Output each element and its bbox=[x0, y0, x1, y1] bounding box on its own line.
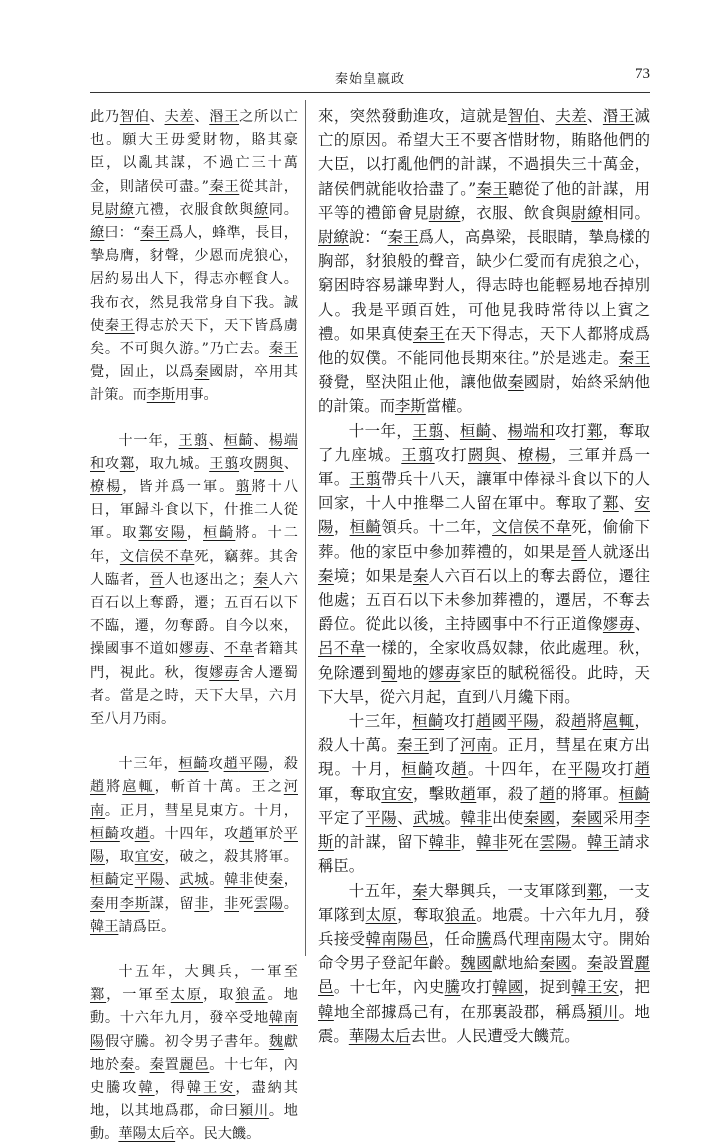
proper-noun: 智伯 bbox=[507, 107, 540, 125]
proper-noun: 王翦 bbox=[209, 455, 240, 472]
proper-noun: 鄴 bbox=[602, 494, 619, 513]
text-run: ， bbox=[333, 518, 350, 537]
proper-noun: 秦王 bbox=[140, 225, 170, 242]
text-run: 人六百石以上奪爵，遷；五百石以下不臨，遷，勿奪爵。自今以來，操國事不道如 bbox=[90, 571, 298, 658]
proper-noun: 平陽 bbox=[238, 756, 269, 773]
translation-paragraph bbox=[318, 879, 650, 1048]
text-run: 獻地給 bbox=[492, 954, 540, 973]
proper-noun: 韓王 bbox=[90, 918, 119, 935]
proper-noun: 平陽 bbox=[134, 872, 165, 889]
translation-paragraph bbox=[318, 104, 650, 419]
proper-noun: 韓 bbox=[365, 929, 382, 948]
text-run: 者籍其門，視此。秋，復 bbox=[90, 641, 298, 681]
proper-noun: 尉繚 bbox=[318, 228, 349, 247]
proper-noun: 秦王 bbox=[387, 228, 419, 247]
proper-noun: 尉繚 bbox=[428, 203, 461, 222]
proper-noun: 太原 bbox=[365, 905, 398, 924]
page-header bbox=[90, 66, 650, 90]
text-run: 平定了 bbox=[318, 808, 366, 827]
text-run: 境；如果是 bbox=[333, 566, 413, 585]
proper-noun: 騰 bbox=[444, 978, 461, 997]
proper-noun: 趙 bbox=[475, 712, 492, 731]
text-run: ， bbox=[186, 525, 204, 542]
proper-noun: 湣王 bbox=[209, 109, 240, 125]
text-run: 同。 bbox=[268, 201, 298, 218]
text-run: 領兵。十二年， bbox=[381, 518, 493, 537]
classical-paragraph bbox=[90, 430, 298, 732]
proper-noun: 桓齮 bbox=[459, 421, 492, 440]
text-run: ，皆并爲一軍。 bbox=[122, 479, 236, 496]
proper-noun: 鄴 bbox=[90, 987, 107, 1004]
proper-noun: 桓齮 bbox=[401, 760, 435, 779]
text-run: ，殺 bbox=[539, 712, 572, 731]
text-run: 從其計，見 bbox=[90, 178, 298, 218]
text-run: 、 bbox=[283, 455, 298, 472]
proper-noun: 平陽 bbox=[365, 808, 398, 827]
proper-noun: 華陽太后 bbox=[348, 1026, 411, 1045]
proper-noun: 王翦 bbox=[401, 445, 435, 464]
text-run: 死，偷偷下葬。他的家臣中參加葬禮的，如果是 bbox=[318, 518, 650, 561]
proper-noun: 非 bbox=[224, 895, 240, 912]
proper-noun: 秦 bbox=[268, 872, 284, 889]
text-run: 攻 bbox=[119, 825, 135, 842]
proper-noun: 嫪毐 bbox=[428, 663, 461, 682]
text-run: 死在 bbox=[507, 833, 540, 852]
proper-noun: 桓齮 bbox=[203, 525, 236, 542]
text-run: 到了 bbox=[428, 736, 461, 755]
proper-noun: 翦 bbox=[235, 479, 252, 496]
text-run: 假守騰。初令男子書年。 bbox=[104, 1033, 269, 1050]
text-run: ，取 bbox=[203, 987, 236, 1004]
text-run: ，奪取了九座城。 bbox=[318, 421, 650, 464]
proper-noun: 秦王 bbox=[208, 178, 240, 195]
proper-noun: 扈輒 bbox=[602, 712, 635, 731]
proper-noun: 趙 bbox=[460, 784, 477, 803]
text-run: 獻地於 bbox=[90, 1033, 298, 1073]
proper-noun: 王翦 bbox=[349, 470, 382, 489]
text-run: 發覺，堅決阻止他，讓他做 bbox=[318, 373, 508, 392]
proper-noun: 宜安 bbox=[381, 784, 413, 803]
proper-noun: 嫪毐 bbox=[602, 615, 635, 634]
text-run: 采用 bbox=[602, 808, 635, 827]
proper-noun: 河南 bbox=[460, 736, 493, 755]
proper-noun: 華陽太后 bbox=[118, 1126, 176, 1143]
proper-noun: 狼孟 bbox=[235, 987, 268, 1004]
text-run: 此乃 bbox=[90, 109, 120, 125]
classical-paragraph bbox=[90, 961, 298, 1147]
text-run: 、 bbox=[208, 432, 224, 449]
text-run: 十一年， bbox=[348, 421, 413, 440]
text-run: 、 bbox=[444, 421, 460, 440]
proper-noun: 智伯 bbox=[119, 109, 150, 125]
proper-noun: 秦國 bbox=[571, 808, 603, 827]
translation-column bbox=[318, 104, 650, 1045]
text-run: 。十七年，內史 bbox=[333, 978, 445, 997]
text-run: 覺，固止，以爲 bbox=[90, 364, 195, 381]
text-run: ，擊敗 bbox=[412, 784, 461, 803]
proper-noun: 秦 bbox=[587, 954, 603, 973]
proper-noun: 秦王 bbox=[618, 349, 650, 368]
proper-noun: 湣王 bbox=[602, 107, 635, 125]
proper-noun: 秦王 bbox=[268, 341, 298, 358]
proper-noun: 南陽邑 bbox=[381, 929, 429, 948]
proper-noun: 趙 bbox=[90, 779, 107, 796]
proper-noun: 閼與 bbox=[467, 445, 502, 464]
text-run: 國尉，始終采納他的計策。而 bbox=[318, 373, 650, 416]
proper-noun: 桓齮 bbox=[90, 872, 120, 889]
text-run: ，得 bbox=[154, 1079, 187, 1096]
proper-noun: 韓王安 bbox=[571, 978, 619, 997]
proper-noun: 狼孟 bbox=[444, 905, 477, 924]
text-run: 設置 bbox=[602, 954, 635, 973]
classical-paragraph bbox=[90, 753, 298, 939]
text-run: 。地動。 bbox=[90, 1103, 298, 1143]
text-run: ， bbox=[283, 872, 298, 889]
text-run: 謀，留 bbox=[149, 895, 195, 912]
proper-noun: 王翦 bbox=[412, 421, 445, 440]
text-run: 、 bbox=[397, 808, 413, 827]
proper-noun: 河南 bbox=[90, 779, 298, 819]
text-run: 。正月，彗星在東方出現。十月， bbox=[318, 736, 650, 779]
text-run: 大舉興兵，一支軍隊到 bbox=[428, 881, 587, 900]
text-run: 。 bbox=[571, 954, 588, 973]
text-run: ，破之，殺其將軍。 bbox=[164, 849, 298, 866]
proper-noun: 桓齮 bbox=[349, 518, 382, 537]
proper-noun: 武城 bbox=[179, 872, 210, 889]
text-run: 。 bbox=[134, 1056, 150, 1073]
proper-noun: 雲陽 bbox=[539, 833, 572, 852]
text-run: 。 bbox=[209, 872, 225, 889]
proper-noun: 太原 bbox=[170, 987, 204, 1004]
proper-noun: 安陽 bbox=[318, 494, 650, 537]
text-run: ，捉到 bbox=[523, 978, 572, 997]
text-run: 、 bbox=[491, 421, 508, 440]
proper-noun: 桓齮 bbox=[178, 756, 209, 773]
text-run: 的計謀，留下 bbox=[333, 833, 429, 852]
proper-noun: 騰 bbox=[476, 929, 493, 948]
text-run: 。 bbox=[571, 833, 588, 852]
proper-noun: 扈輒 bbox=[122, 779, 155, 796]
proper-noun: 橑楊 bbox=[90, 479, 123, 496]
text-run: 亢禮，衣服食飲與 bbox=[134, 201, 254, 218]
text-run: ， bbox=[555, 808, 572, 827]
proper-noun: 李斯 bbox=[318, 808, 650, 852]
text-run: 。十四年，在 bbox=[467, 760, 568, 779]
text-run: 死 bbox=[239, 895, 254, 912]
text-run: ，一支軍隊到 bbox=[318, 881, 650, 924]
proper-noun: 秦國 bbox=[523, 808, 556, 827]
text-run: 、 bbox=[209, 641, 225, 658]
proper-noun: 秦王 bbox=[397, 736, 429, 755]
text-run: 去世。人民遭受大饑荒。 bbox=[410, 1026, 580, 1045]
proper-noun: 呂不韋 bbox=[318, 639, 366, 658]
proper-noun: 韓非 bbox=[428, 833, 461, 852]
text-run: 出使 bbox=[492, 808, 524, 827]
text-run: 說：“ bbox=[348, 228, 388, 247]
text-run: 一樣的，全家收爲奴隸，依此處理。秋，免除遷到 bbox=[318, 639, 650, 682]
text-run: 將 bbox=[106, 779, 123, 796]
text-run: 、 bbox=[618, 494, 635, 513]
column-divider bbox=[305, 100, 306, 956]
proper-noun: 秦 bbox=[318, 566, 334, 585]
text-run: 使 bbox=[253, 872, 269, 889]
proper-noun: 桓齮 bbox=[412, 712, 445, 731]
text-run: 攻 bbox=[104, 455, 120, 472]
proper-noun: 秦 bbox=[253, 571, 269, 588]
text-run: 攻打 bbox=[460, 978, 493, 997]
proper-noun: 夫差 bbox=[164, 109, 195, 125]
text-run: ，取九城。 bbox=[134, 455, 210, 472]
text-run: 軍，殺了 bbox=[476, 784, 540, 803]
text-run: 得志於天下，天下皆爲虜矣。不可與久游。”乃亡去。 bbox=[90, 317, 298, 358]
proper-noun: 趙 bbox=[451, 760, 468, 779]
proper-noun: 宜安 bbox=[134, 849, 165, 866]
text-run: 滅亡的原因。希望大王不要吝惜財物，賄賂他們的大臣，以打亂他們的計謀，不過損失三十萬金，諸侯們就能收拾盡了。” bbox=[318, 107, 650, 198]
text-run: 卒。民大饑。 bbox=[175, 1126, 261, 1143]
text-run: 家臣的賦税徭役。此時，天下大旱，從六月起，直到八月纔下雨。 bbox=[318, 663, 650, 706]
proper-noun: 趙 bbox=[239, 825, 254, 842]
proper-noun: 秦 bbox=[119, 1056, 135, 1073]
proper-noun: 橑楊 bbox=[517, 445, 552, 464]
text-run: 地的 bbox=[397, 663, 429, 682]
proper-noun: 鄴 bbox=[586, 421, 603, 440]
text-run: 、 bbox=[164, 872, 180, 889]
proper-noun: 晉 bbox=[149, 571, 165, 588]
proper-noun: 韓 bbox=[224, 872, 240, 889]
text-run: 曰：“ bbox=[104, 225, 141, 242]
proper-noun: 秦 bbox=[412, 566, 429, 585]
text-run: 用 bbox=[104, 895, 120, 912]
translation-paragraph bbox=[318, 709, 650, 878]
text-run: 十三年， bbox=[118, 756, 179, 773]
text-run: ，把 bbox=[618, 978, 650, 997]
proper-noun: 李斯 bbox=[119, 895, 150, 912]
proper-noun: 南陽 bbox=[90, 1010, 298, 1050]
text-run: 用事。 bbox=[175, 387, 218, 404]
text-run: 請爲臣。 bbox=[118, 918, 176, 935]
proper-noun: 平陽 bbox=[567, 760, 602, 779]
proper-noun: 不韋 bbox=[224, 641, 254, 658]
text-run: 人也逐出之； bbox=[164, 571, 254, 588]
text-run: 在天下得志，天下人都將成爲他的奴僕。不能同他長期來往。”於是逃走。 bbox=[318, 324, 650, 368]
text-run: 地全部據爲己有，在那裏設郡，稱爲 bbox=[333, 1002, 588, 1021]
proper-noun: 韓王安 bbox=[186, 1079, 236, 1096]
text-run: 軍，奪取 bbox=[318, 784, 382, 803]
proper-noun: 秦國 bbox=[539, 954, 572, 973]
text-run: 。正月，彗星見東方。十月， bbox=[104, 802, 298, 819]
text-run: 攻 bbox=[208, 756, 224, 773]
text-run: 爲人，蜂準，長目，摯鳥膺，豺聲，少恩而虎狼心，居約易出人下，得志亦輕食人。我布衣，然見我常身自下我。誠使 bbox=[90, 225, 298, 334]
proper-noun: 楊端和 bbox=[90, 432, 298, 472]
proper-noun: 鄴 bbox=[138, 525, 155, 542]
proper-noun: 秦 bbox=[90, 895, 105, 912]
text-run: 舍人遷蜀者。當是之時，天下大旱，六月至八月乃雨。 bbox=[90, 664, 298, 728]
proper-noun: 南陽 bbox=[539, 929, 572, 948]
text-run: 。地動。十六年九月，發卒受地 bbox=[90, 987, 298, 1027]
proper-noun: 尉繚 bbox=[104, 201, 135, 218]
proper-noun: 魏 bbox=[268, 1033, 284, 1050]
text-run: 。十七年，內史騰攻 bbox=[90, 1056, 298, 1096]
text-run: ， bbox=[209, 895, 225, 912]
text-run: 攻打 bbox=[444, 712, 476, 731]
proper-noun: 麗邑 bbox=[318, 954, 650, 997]
text-run: 十五年， bbox=[348, 881, 413, 900]
text-run: 人就逐出 bbox=[587, 542, 650, 561]
proper-noun: 不韋 bbox=[539, 518, 572, 537]
proper-noun: 雲陽 bbox=[253, 895, 284, 912]
translation-paragraph bbox=[318, 419, 650, 709]
text-run: 軍於 bbox=[253, 825, 284, 842]
text-run: 人六百石以上的奪去爵位，遷往他處；五百石以下未參加葬禮的，遷居，不奪去爵位。從此以後，主持國事中不行正道像 bbox=[318, 566, 650, 634]
proper-noun: 桓齮 bbox=[90, 825, 120, 842]
proper-noun: 嫪毐 bbox=[179, 641, 210, 658]
text-run: 將。十二年， bbox=[90, 525, 298, 565]
proper-noun: 非 bbox=[194, 895, 210, 912]
proper-noun: 秦王 bbox=[476, 179, 509, 198]
proper-noun: 夫差 bbox=[555, 107, 588, 125]
text-run: 將十八日，軍歸斗食以下，什推二人從軍。取 bbox=[90, 479, 298, 542]
proper-noun: 鄴 bbox=[119, 455, 135, 472]
proper-noun: 趙 bbox=[223, 756, 239, 773]
proper-noun: 秦 bbox=[412, 881, 429, 900]
proper-noun: 平陽 bbox=[90, 825, 298, 866]
proper-noun: 秦 bbox=[149, 1056, 165, 1073]
text-run: ， bbox=[460, 833, 477, 852]
proper-noun: 閼與 bbox=[253, 455, 284, 472]
text-run: 。十四年，攻 bbox=[149, 825, 240, 842]
proper-noun: 韓非 bbox=[460, 808, 493, 827]
text-run: 。地震。 bbox=[318, 1002, 650, 1045]
proper-noun: 安陽 bbox=[154, 525, 187, 542]
proper-noun: 韓 bbox=[268, 1010, 284, 1027]
text-run: ，殺人十萬。 bbox=[318, 712, 650, 755]
text-run: 的將軍。 bbox=[555, 784, 619, 803]
proper-noun: 不韋 bbox=[164, 548, 195, 565]
text-run: 。地震。十六年九月，發兵接受 bbox=[318, 905, 650, 948]
proper-noun: 非 bbox=[239, 872, 254, 889]
text-run: 將 bbox=[586, 712, 603, 731]
proper-noun: 文信侯 bbox=[492, 518, 540, 537]
text-run: ，任命 bbox=[428, 929, 477, 948]
proper-noun: 秦王 bbox=[104, 317, 135, 334]
text-run: 、 bbox=[539, 107, 556, 125]
proper-noun: 秦 bbox=[507, 373, 524, 392]
text-run: 攻打 bbox=[434, 445, 468, 464]
text-run: 攻 bbox=[239, 455, 254, 472]
text-run: 攻 bbox=[434, 760, 452, 779]
proper-noun: 桓齮 bbox=[223, 432, 254, 449]
proper-noun: 韓王 bbox=[587, 833, 619, 852]
text-run: 十一年， bbox=[118, 432, 179, 449]
text-run: 、 bbox=[634, 615, 650, 634]
classical-paragraph bbox=[90, 106, 298, 408]
proper-noun: 文信侯 bbox=[119, 548, 165, 565]
proper-noun: 晉 bbox=[571, 542, 588, 561]
proper-noun: 趙 bbox=[539, 784, 556, 803]
running-title: 秦始皇嬴政 bbox=[334, 72, 405, 87]
text-run: 、 bbox=[194, 109, 210, 125]
proper-noun: 王翦 bbox=[178, 432, 209, 449]
text-run: 。 bbox=[283, 895, 298, 912]
text-run: 。 bbox=[444, 808, 461, 827]
proper-noun: 韓 bbox=[318, 1002, 334, 1021]
proper-noun: 鄴 bbox=[586, 881, 603, 900]
text-run: ，三軍并爲一軍。 bbox=[318, 445, 650, 489]
text-run: ，斬首十萬。王之 bbox=[154, 779, 284, 796]
text-run: 相同。 bbox=[602, 203, 650, 222]
text-run: 置 bbox=[164, 1056, 180, 1073]
proper-noun: 韓國 bbox=[492, 978, 524, 997]
proper-noun: 秦 bbox=[194, 364, 210, 381]
proper-noun: 李斯 bbox=[394, 397, 426, 416]
text-run: 爲人，高鼻梁，長眼睛，摯鳥樣的胸部，豺狼般的聲音，缺少仁愛而有虎狼之心，窮困時容易謙卑對人，得志時也能輕易地吞掉別人。我是平頭百姓，可他見我時常待以上賓之禮。如果真使 bbox=[318, 228, 650, 343]
proper-noun: 蜀 bbox=[381, 663, 398, 682]
proper-noun: 趙 bbox=[134, 825, 150, 842]
proper-noun: 嫪毐 bbox=[209, 664, 240, 681]
proper-noun: 繚 bbox=[253, 201, 269, 218]
text-run: ，取 bbox=[104, 849, 135, 866]
text-run: ，衣服、飲食與 bbox=[460, 203, 572, 222]
text-run: 帶兵十八天，讓軍中俸禄斗食以下的人回家，十人中推舉二人留在軍中。奪取了 bbox=[318, 470, 650, 513]
text-run: 、 bbox=[149, 109, 165, 125]
text-run: 請求稱臣。 bbox=[318, 833, 650, 876]
text-run: 十三年， bbox=[348, 712, 413, 731]
header-rule bbox=[90, 92, 650, 93]
text-run: ，殺 bbox=[268, 756, 298, 773]
text-run: 、 bbox=[253, 432, 269, 449]
proper-noun: 魏國 bbox=[460, 954, 493, 973]
text-run: 十五年，大興兵，一軍至 bbox=[118, 963, 298, 980]
proper-noun: 桓齮 bbox=[618, 784, 650, 803]
text-run: 來，突然發動進攻，這就是 bbox=[318, 107, 508, 125]
proper-noun: 潁川 bbox=[587, 1002, 619, 1021]
proper-noun: 繚 bbox=[90, 225, 105, 242]
proper-noun: 尉繚 bbox=[571, 203, 603, 222]
text-run: 聽從了他的計謀，用平等的禮節會見 bbox=[318, 179, 650, 222]
text-run: 之所以亡也。願大王毋愛財物，賂其豪臣，以亂其謀，不過亡三十萬金，則諸侯可盡。” bbox=[90, 109, 298, 195]
text-run: ，奪取 bbox=[397, 905, 445, 924]
text-run: 、 bbox=[501, 445, 518, 464]
proper-noun: 潁川 bbox=[239, 1103, 269, 1120]
proper-noun: 趙 bbox=[571, 712, 587, 731]
proper-noun: 韓 bbox=[138, 1079, 155, 1096]
page-number: 73 bbox=[635, 66, 650, 82]
text-run: 攻打 bbox=[555, 421, 587, 440]
proper-noun: 李斯 bbox=[146, 387, 176, 404]
text-run: 攻打 bbox=[601, 760, 635, 779]
proper-noun: 楊端和 bbox=[507, 421, 556, 440]
text-run: ，一軍至 bbox=[106, 987, 171, 1004]
proper-noun: 平陽 bbox=[507, 712, 540, 731]
text-run: 、 bbox=[587, 107, 603, 125]
proper-noun: 趙 bbox=[634, 760, 650, 779]
proper-noun: 秦王 bbox=[412, 324, 445, 343]
text-run: ，盡納其地，以其地爲郡，命曰 bbox=[90, 1079, 298, 1120]
text-run: 國 bbox=[491, 712, 508, 731]
proper-noun: 麗邑 bbox=[179, 1056, 210, 1073]
text-run: 死，竊葬。其舍人臨者， bbox=[90, 548, 298, 588]
text-run: 當權。 bbox=[425, 397, 472, 416]
proper-noun: 武城 bbox=[412, 808, 445, 827]
text-run: 爲代理 bbox=[492, 929, 540, 948]
text-run: 國尉，卒用其計策。而 bbox=[90, 364, 298, 404]
text-run: 定 bbox=[119, 872, 135, 889]
classical-text-column bbox=[90, 106, 298, 1143]
proper-noun: 韓非 bbox=[476, 833, 508, 852]
text-run: 太守。開始命令男子登記年齡。 bbox=[318, 929, 650, 973]
